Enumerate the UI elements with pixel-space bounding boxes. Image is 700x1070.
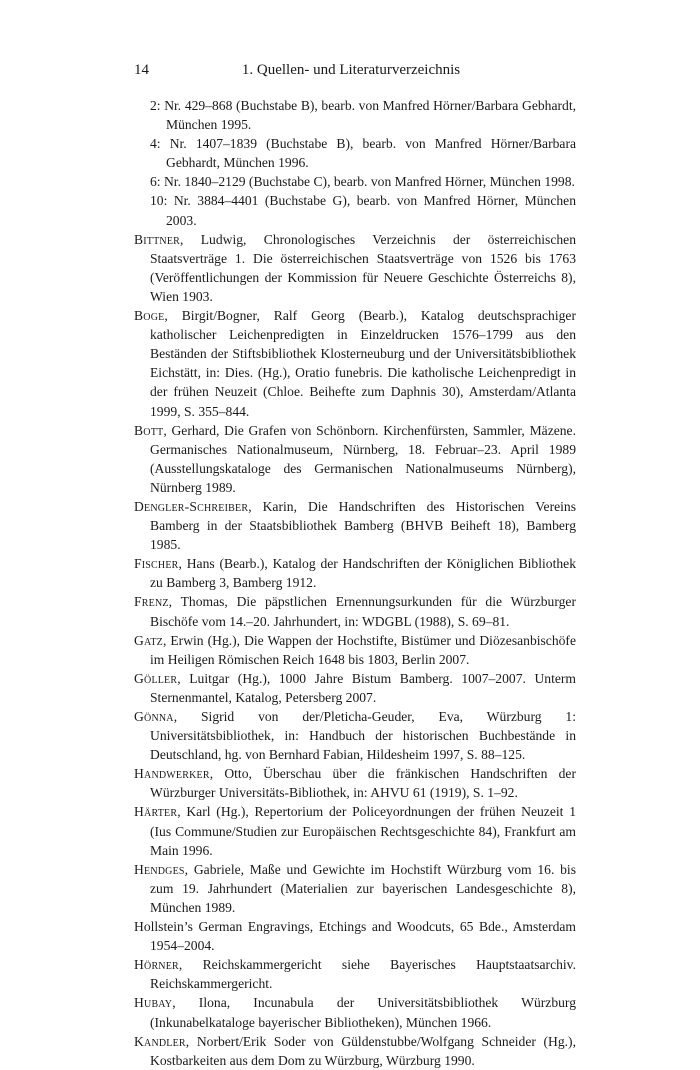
entry-text: , Gabriele, Maße und Gewichte im Hochstift Würzburg vom 16. bis zum 19. Jahrhundert (Materialien zur bayerischen Landesgeschichte 8), München 1989.: [150, 861, 576, 915]
bibliography-entry: [134, 554, 576, 592]
author-name: Gönna: [134, 709, 174, 724]
author-name: Göller: [134, 670, 178, 686]
entry-text: , Gerhard, Die Grafen von Schönborn. Kirchenfürsten, Sammler, Mäzene. Germanisches Nationalmuseum, Nürnberg, 18. Februar–23. April 1989 (Ausstellungskataloge des Germanischen Nationalmuseums Nürnberg), Nürnberg 1989.: [150, 422, 576, 495]
entry-text: 4: Nr. 1407–1839 (Buchstabe B), bearb. von Manfred Hörner/Barbara Gebhardt, München 1996.: [150, 136, 576, 171]
entry-text: Hollstein’s German Engravings, Etchings and Woodcuts, 65 Bde., Amsterdam 1954–2004.: [134, 919, 576, 954]
bibliography-entry: [134, 421, 576, 497]
entry-text: , Ludwig, Chronologisches Verzeichnis der österreichischen Staatsverträge 1. Die österreichischen Staatsverträge von 1526 bis 1763 (Veröffentlichungen der Kommission für Neuere Geschichte Österreichs 8), Wien 1903.: [150, 231, 576, 304]
page-number: 14: [134, 62, 149, 78]
bibliography-list: [134, 96, 576, 1070]
bibliography-entry: [134, 172, 576, 191]
entry-text: , Erwin (Hg.), Die Wappen der Hochstifte, Bistümer und Diözesanbischöfe im Heiligen Römischen Reich 1648 bis 1803, Berlin 2007.: [150, 632, 576, 667]
author-name: Härter: [134, 804, 178, 820]
entry-text: 6: Nr. 1840–2129 (Buchstabe C), bearb. von Manfred Hörner, München 1998.: [150, 174, 575, 190]
author-name: Hörner: [134, 957, 179, 973]
entry-text: , Norbert/Erik Soder von Güldenstubbe/Wolfgang Schneider (Hg.), Kostbarkeiten aus dem Dom zu Würzburg, Würzburg 1990.: [150, 1033, 576, 1068]
author-name: Frenz: [134, 594, 169, 610]
author-name: Hendges: [134, 861, 185, 877]
author-name: Kandler: [134, 1033, 186, 1049]
bibliography-entry: [134, 631, 576, 669]
entry-text: , Birgit/Bogner, Ralf Georg (Bearb.), Katalog deutschsprachiger katholischer Leichenpredigten in Einzeldrucken 1576–1799 aus den Beständen der Stiftsbibliothek Klosterneuburg und der Universitätsbibliothek Eichstätt, in: Dies. (Hg.), Oratio funebris. Die katholische Leichenpredigt in der frühen Neuzeit (Chloe. Beihefte zum Daphnis 30), Amsterdam/Atlanta 1999, S. 355–844.: [150, 308, 576, 419]
bibliography-entry: [134, 917, 576, 955]
author-name: Handwerker: [134, 766, 210, 782]
bibliography-entry: [134, 860, 576, 917]
bibliography-entry: [134, 993, 576, 1031]
running-title: 1. Quellen- und Literaturverzeichnis: [241, 62, 461, 78]
entry-text: , Sigrid von der/Pleticha-Geuder, Eva, Würzburg 1: Universitätsbibliothek, in: Handbuch der historischen Buchbestände in Deutschland, hg. von Bernhard Fabian, Hildesheim 1997, S. 88–125.: [150, 709, 576, 763]
bibliography-entry: [134, 134, 576, 172]
entry-text: , Reichskammergericht siehe Bayerisches Hauptstaatsarchiv. Reichskammergericht.: [150, 957, 576, 992]
bibliography-entry: [134, 306, 576, 421]
entry-text: , Otto, Überschau über die fränkischen Handschriften der Würzburger Universitäts-Bibliothek, in: AHVU 61 (1919), S. 1–92.: [150, 766, 576, 801]
author-name: Boge: [134, 308, 165, 324]
entry-text: 2: Nr. 429–868 (Buchstabe B), bearb. von Manfred Hörner/Barbara Gebhardt, München 1995.: [150, 98, 576, 133]
entry-text: , Karl (Hg.), Repertorium der Policeyordnungen der frühen Neuzeit 1 (Ius Commune/Studien zur Europäischen Rechtsgeschichte 84), Frankfurt am Main 1996.: [150, 804, 576, 858]
author-name: Dengler-Schreiber: [134, 498, 249, 514]
bibliography-entry: [134, 191, 576, 229]
entry-text: , Thomas, Die päpstlichen Ernennungsurkunden für die Würzburger Bischöfe vom 14.–20. Jahrhundert, in: WDGBL (1988), S. 69–81.: [150, 594, 576, 629]
entry-text: , Ilona, Incunabula der Universitätsbibliothek Würzburg (Inkunabelkataloge bayerischer Bibliotheken), München 1966.: [150, 995, 576, 1030]
entry-text: 10: Nr. 3884–4401 (Buchstabe G), bearb. von Manfred Hörner, München 2003.: [150, 193, 576, 228]
bibliography-entry: [134, 230, 576, 306]
entry-text: , Luitgar (Hg.), 1000 Jahre Bistum Bamberg. 1007–2007. Unterm Sternenmantel, Katalog, Petersberg 2007.: [150, 670, 576, 705]
bibliography-entry: [134, 802, 576, 859]
author-name: Fischer: [134, 556, 179, 572]
author-name: Bott: [134, 422, 164, 438]
bibliography-entry: [134, 497, 576, 554]
page-header: [134, 62, 568, 82]
entry-text: , Hans (Bearb.), Katalog der Handschriften der Königlichen Bibliothek zu Bamberg 3, Bamberg 1912.: [150, 556, 576, 591]
bibliography-entry: [134, 707, 576, 764]
bibliography-entry: [134, 1032, 576, 1070]
author-name: Hubay: [134, 995, 173, 1011]
bibliography-entry: [134, 669, 576, 707]
entry-text: , Karin, Die Handschriften des Historischen Vereins Bamberg in der Staatsbibliothek Bamberg (BHVB Beiheft 18), Bamberg 1985.: [150, 498, 576, 553]
author-name: Bittner: [134, 231, 181, 247]
bibliography-entry: [134, 764, 576, 802]
bibliography-entry: [134, 96, 576, 134]
bibliography-entry: [134, 592, 576, 630]
author-name: Gatz: [134, 632, 163, 648]
